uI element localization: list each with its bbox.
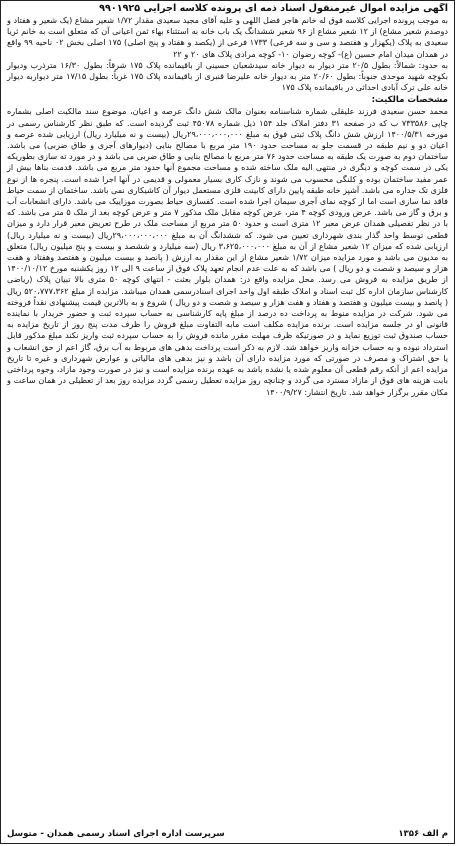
notice-title: آگهی مزایده اموال غیرمنقول اسناد ذمه ای پرونده کلاسه اجرایی ۹۹۰۱۹۲۵ [99, 3, 448, 14]
specs-heading: مشخصات مالکیت: [371, 95, 448, 106]
specs-text: محمد حسن سعیدی فرزند علیقلی شماره شناسنامه بعنوان مالک شش دانگ عرصه و اعیان، موضوع سند مالکیت اصلی بشماره چاپی ۷۳۳۵۸۶ ب که در صفحه ۳۱ دفتر املاک جلد ۱۵۴ ذیل شماره ۴۵۰۷۸ ثبت گردیده است. که طبق نظر کارشناس رسمی در مورخه ۱۴۰۰/۵/۳۱ ارزش شش دانگ پلاک ثبتی فوق به مبلغ ۲۹،۰۰۰،۰۰۰،۰۰۰ریال (بیست و نه میلیارد ریال) ارزیابی شده عرصه و اعیان دو و نیم طبقه در قسمت جلو به مساحت حدود ۱۹۰ متر مربع با مصالح بنایی (دیوارهای آجری و طاق ضربی) می باشد. ساختمان دوم به صورت یک طبقه به مساحت حدود ۷۶ متر مربع با مصالح بنایی و طاق ضربی می باشد و در مورد ته سازی بطوریکه یکی در سمت کوچه و دیگری در منتهی الیه ملک ساخته شده و مساحت مجموع آنها حدود متر مربع می باشد. قدمت بناها بیش از عمر مفید ساختمان بوده و کلنگی محسوب می شوند و نازک کاری بسیار معمولی و قدیمی در آنها اجرا شده است. پنجره ها از نوع فلزی تک جداره می باشد. آشپز خانه طبقه پایین دارای کابینت فلزی مستعمل دیوار آن کاشیکاری نمی باشد. ساختمان از سمت حیاط فاقد نما سازی است اما از کوچه نمای آجری سیمان اجرا شده است. کفسازی حیاط بصورت موزاییک می باشد. دارای انشعابات آب و برق و گاز می باشد. عرض ورودی کوچه ۴ متر، عرض کوچه مقابل ملک مذکور ۷ متر و عرض کوچه بعد از ملک ۵ متر می باشد. که با در نظر تفصیلی همدان عرض معبر ۱۲ متری است و حدود ۵۰ متر مربع از مساحت ملک در طرح تعریض معبر قرار دارد و میزان قطعی توسط واحد گذار بندی شهرداری تعیین می شود. که ششدانگ آن به مبلغ ۲۹،۰۰۰،۰۰۰،۰۰۰ریال (بیست و نه میلیارد ریال) ارزیابی شده که میزان ۱۲ شعیر مشاع از آن به مبلغ ۳،۶۲۵،۰۰۰،۰۰۰ ریال (سه میلیارد و ششصد و بیست و پنج میلیون ریال) متعلق به مدیون می باشد و مورد مزایده میزان ۱/۷۲ شعیر مشاع از این مقدار به ارزش ( پانصد و بیست میلیون و هفتصد وهفتاد و هفت هزار و سیصد و شصت و دو ریال ) می باشد که به علت عدم انجام تعهد پلاک فوق از ساعت ۹ الی ۱۲ روز یکشنبه مورخ ۱۴۰۰/۱۰/۱۲ از طریق مزایده به فروش می رسد. محل مزایده واقع در: همدان بلوار بعثت - انتهای کوچه ۵۰ متری بالا تبیان پلاک (ریاضی کارشناس سازمان اداره کل ثبت اسناد و املاک طبقه اول واحد اجرای اسنادرسمی همدان میباشد. مزایده از مبلغ ۵۲۰،۷۷۷،۳۶۲ ریال ( پانصد و بیست میلیون و هفتصد و هفتاد و هفت هزار و سیصد و شصت و دو ریال ) شروع و به بالاترین قیمت پیشنهادی نقداً فروخته می شود. شرکت در مزایده منوط به پرداخت ده درصد از مبلغ پایه کارشناسی به حساب سپرده ثبت و حضور خریدار با نماینده قانونی او در جلسه مزایده است. برنده مزایده مکلف است مابه التفاوت مبلغ فروش را ظرف مدت پنج روز از تاریخ مزایده به حساب صندوق ثبت توزیع نماید و در صورتیکه ظرف مهلت مقرر مانده فروش را به حساب سپرده ثبت واریز نکند مبلغ مذکور قابل استرداد نبوده و به حساب خزانه واریز خواهد شد. لازم به ذکر است پرداخت بدهی های مربوط به آب برق، گاز اعم از حق انشعاب و یا حق اشتراک و مصرف در صورتی که مورد مزایده دارای آن باشد و نیز بدهی های مالیاتی و عوارض شهرداری و غیره تا تاریخ مزایده اعم از آنکه رقم قطعی آن معلوم شده یا نشده باشد به عهده برنده مزایده است و نیز در صورت وجود مازاد، وجوه پرداختی بابت هزینه های فوق از مازاد مسترد می گردد و چنانچه روز مزایده تعطیل رسمی گردد مزایده روز بعد از تعطیلی در همان ساعت و مکان مقرر برگزار خواهد شد. تاریخ انتشار: [7, 106, 449, 397]
specs-paragraph [7, 106, 448, 397]
intro-paragraph: به موجب پرونده اجرایی کلاسه فوق له خانم هاجر فضل اللهی و علیه آقای مجید سعیدی مقدار ۱/۷۲ شعیر مشاع (یک شعیر و هفتاد و دوصدم شعیر مشاع) از ۱۲ شعیر مشاع از ۹۶ شعیر ششدانگ یک باب خانه به استثناء بهاء ثمن اعیانی آن که متعلق است به خانم ثریا سعیدی به پلاک (یکهزار و هفتصد و سی و سه فرعی) ۱۷۳۳ فرعی از (یکصد و هفتاد و پنج اصلی) ۱۷۵ اصلی بخش ۰۲ ناحیه ۹۹ واقع در همدان میدان امام حسین (ع)- کوچه رضوان ۱۰- کوچه مرادی پلاک های ۲۰ و ۲۲ [7, 15, 449, 59]
publish-date: ۱۴۰۰/۹/۲۷ [265, 386, 302, 397]
boundaries-paragraph: به حدود: شمالاً: بطول ۲۰/۵ متر دیوار به دیوار خانه سیدشعبان حسینی از باقیمانده پلاک ۱۷۵ شرقاً: بطول ۱۶/۳۰ مترذرب ودیوار بکوچه شهید موحدی جنوباً: بطول ۲۰/۶۰ متر به دیوار خانه علیرضا قنبری از باقیمانده پلاک ۱۷۵ غرباً: بطول ۱۷/۱۵ متر دیواربه دیوار خانه علی ترک آبادی احداثی در باقیمانده پلاک ۱۷۵ [7, 59, 448, 93]
footer-code: م الف ۱۳۵۶ [398, 829, 448, 839]
footer-issuer: سرپرست اداره اجرای اسناد رسمی همدان - متوسل [7, 829, 225, 839]
notice-footer [7, 828, 448, 840]
